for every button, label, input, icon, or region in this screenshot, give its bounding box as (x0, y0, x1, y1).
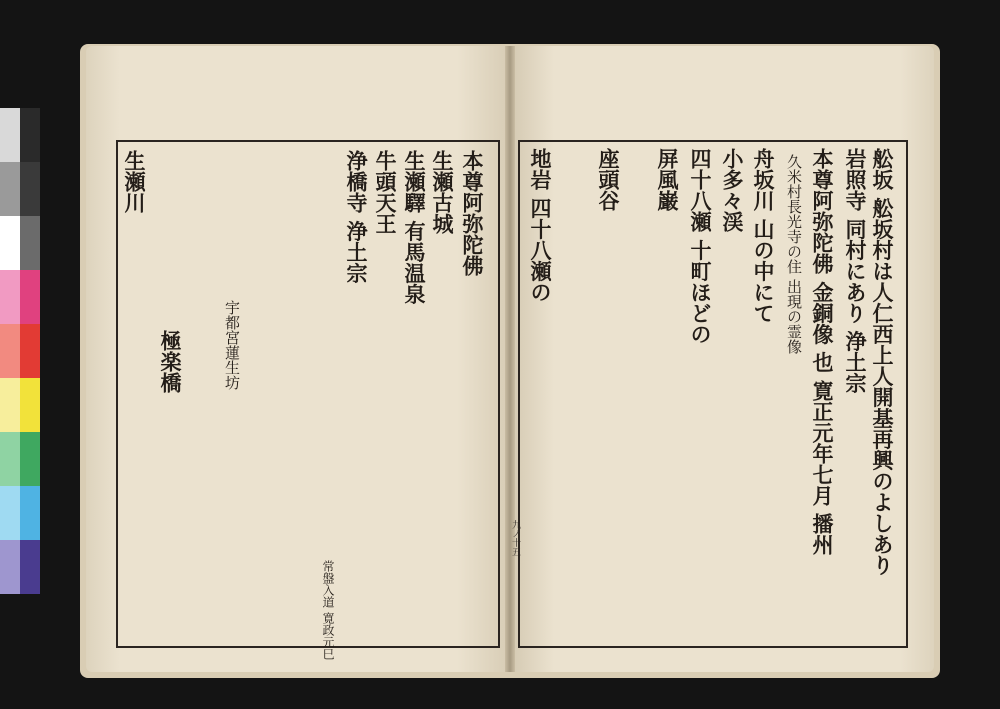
swatch-violet (0, 540, 40, 594)
swatch-grey-light (0, 108, 40, 162)
left-col-honzon: 本尊阿弥陀佛 (460, 150, 485, 276)
left-col-namaze-river: 生瀬川 (122, 150, 147, 213)
swatch-white (0, 216, 40, 270)
swatch-green (0, 432, 40, 486)
right-col-funasaka: 舩坂 舩坂村は人仁西上人開基再興のよしあり (870, 148, 895, 576)
swatch-red (0, 324, 40, 378)
left-col-namaze-castle: 生瀬古城 (430, 150, 455, 234)
swatch-cyan (0, 486, 40, 540)
left-col-namaze-station: 生瀬驛 有馬温泉 (402, 150, 427, 305)
swatch-magenta (0, 270, 40, 324)
left-col-gokurakubashi: 極楽橋 (158, 330, 183, 393)
right-col-honzon: 本尊阿弥陀佛 金銅像 也 寛正元年七月 播州 (810, 148, 835, 556)
left-inscription: 常盤入道 寛政元巳 (321, 560, 335, 660)
right-col-kodata: 小多々渓 (720, 148, 745, 232)
right-col-jiiwa: 地岩 四十八瀬の (528, 148, 553, 303)
book-gutter (505, 46, 515, 672)
left-col-gozu-tenno: 牛頭天王 (373, 150, 398, 234)
right-col-funasaka-river: 舟坂川 山の中にて (751, 148, 776, 324)
left-col-utsunomiya: 宇都宮蓮生坊 (223, 300, 241, 390)
left-col-jokyoji: 浄橋寺 浄土宗 (344, 150, 369, 284)
folio-number: 九ノ十五 (510, 520, 520, 556)
swatch-grey-mid (0, 162, 40, 216)
right-col-kume: 久米村長光寺の住 出現の霊像 (785, 154, 803, 354)
right-col-byobuiwa: 屏風巌 (655, 148, 680, 211)
right-col-zatodani: 座頭谷 (596, 148, 621, 211)
color-checker-strip (0, 108, 40, 598)
right-col-shijuhachise: 四十八瀬 十町ほどの (688, 148, 713, 345)
swatch-yellow (0, 378, 40, 432)
right-col-ganshoji: 岩照寺 同村にあり 浄土宗 (843, 148, 868, 394)
